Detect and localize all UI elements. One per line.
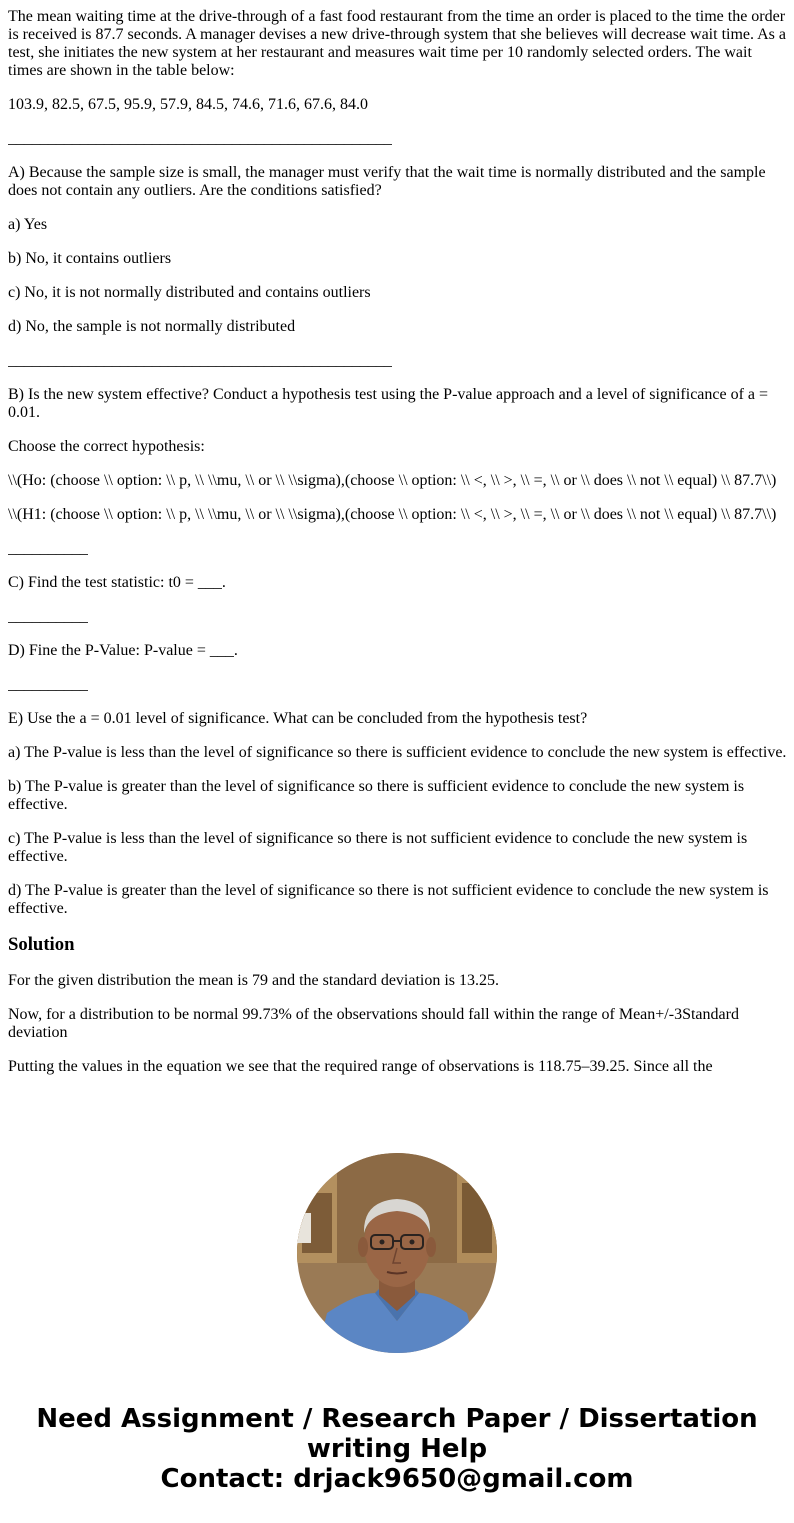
data-values: 103.9, 82.5, 67.5, 95.9, 57.9, 84.5, 74.6, 71.6, 67.6, 84.0 [8, 96, 368, 113]
document-body [8, 8, 788, 1122]
promo-line: writing Help [306, 1434, 488, 1464]
author-avatar [297, 1153, 497, 1353]
separator-rule: ________________________________________________ [8, 352, 392, 369]
solution-heading: Solution [8, 934, 75, 955]
separator-rule-short: __________ [8, 608, 88, 625]
solution-paragraph: Now, for a distribution to be normal 99.73% of the observations should fall within the range of Mean+/-3Standard deviation [8, 1006, 739, 1041]
part-e-prompt: E) Use the a = 0.01 level of significance. What can be concluded from the hypothesis test? [8, 710, 588, 727]
promo-text [0, 1404, 794, 1494]
promo-banner [0, 1122, 794, 1523]
hypothesis-h0: \\(Ho: (choose \\ option: \\ p, \\ \\mu, \\ or \\ \\sigma),(choose \\ option: \\ <, \\ >, \\ =, \\ or \\ does \\ not \\ equal) \\ 87.7\\) [8, 472, 777, 489]
author-portrait-image [297, 1153, 497, 1353]
part-e-option-c: c) The P-value is less than the level of significance so there is not sufficient evidence to conclude the new system is effective. [8, 830, 748, 865]
contact-email: Contact: drjack9650@gmail.com [160, 1464, 634, 1494]
part-b-choose-label: Choose the correct hypothesis: [8, 438, 205, 455]
separator-rule-short: __________ [8, 676, 88, 693]
part-a-option-a: a) Yes [8, 216, 48, 233]
part-a-prompt: A) Because the sample size is small, the manager must verify that the wait time is normally distributed and the sample does not contain any outliers. Are the conditions satisfied? [8, 164, 766, 199]
part-e-option-a: a) The P-value is less than the level of significance so there is sufficient evidence to conclude the new system is effective. [8, 744, 787, 761]
part-c-prompt: C) Find the test statistic: t0 = ___. [8, 574, 226, 591]
part-a-option-b: b) No, it contains outliers [8, 250, 172, 267]
separator-rule: ________________________________________________ [8, 130, 392, 147]
part-b-prompt: B) Is the new system effective? Conduct a hypothesis test using the P-value approach and a level of significance of a = 0.01. [8, 386, 769, 421]
part-e-option-b: b) The P-value is greater than the level of significance so there is sufficient evidence to conclude the new system is effective. [8, 778, 745, 813]
part-d-prompt: D) Fine the P-Value: P-value = ___. [8, 642, 238, 659]
part-a-option-c: c) No, it is not normally distributed and contains outliers [8, 284, 371, 301]
solution-paragraph: Putting the values in the equation we see that the required range of observations is 118.75–39.25. Since all the [8, 1058, 713, 1075]
hypothesis-h1: \\(H1: (choose \\ option: \\ p, \\ \\mu, \\ or \\ \\sigma),(choose \\ option: \\ <, \\ >, \\ =, \\ or \\ does \\ not \\ equal) \\ 87.7\\) [8, 506, 777, 523]
part-a-option-d: d) No, the sample is not normally distributed [8, 318, 296, 335]
part-e-option-d: d) The P-value is greater than the level of significance so there is not sufficient evidence to conclude the new system is effective. [8, 882, 769, 917]
separator-rule-short: __________ [8, 540, 88, 557]
promo-line: Need Assignment / Research Paper / Dissertation [36, 1404, 758, 1434]
question-intro: The mean waiting time at the drive-through of a fast food restaurant from the time an order is placed to the time the order is received is 87.7 seconds. A manager devises a new drive-through system that she believes will decrease wait time. As a test, she initiates the new system at her restaurant and measures wait time per 10 randomly selected orders. The wait times are shown in the table below: [8, 8, 787, 79]
solution-paragraph: For the given distribution the mean is 79 and the standard deviation is 13.25. [8, 972, 500, 989]
